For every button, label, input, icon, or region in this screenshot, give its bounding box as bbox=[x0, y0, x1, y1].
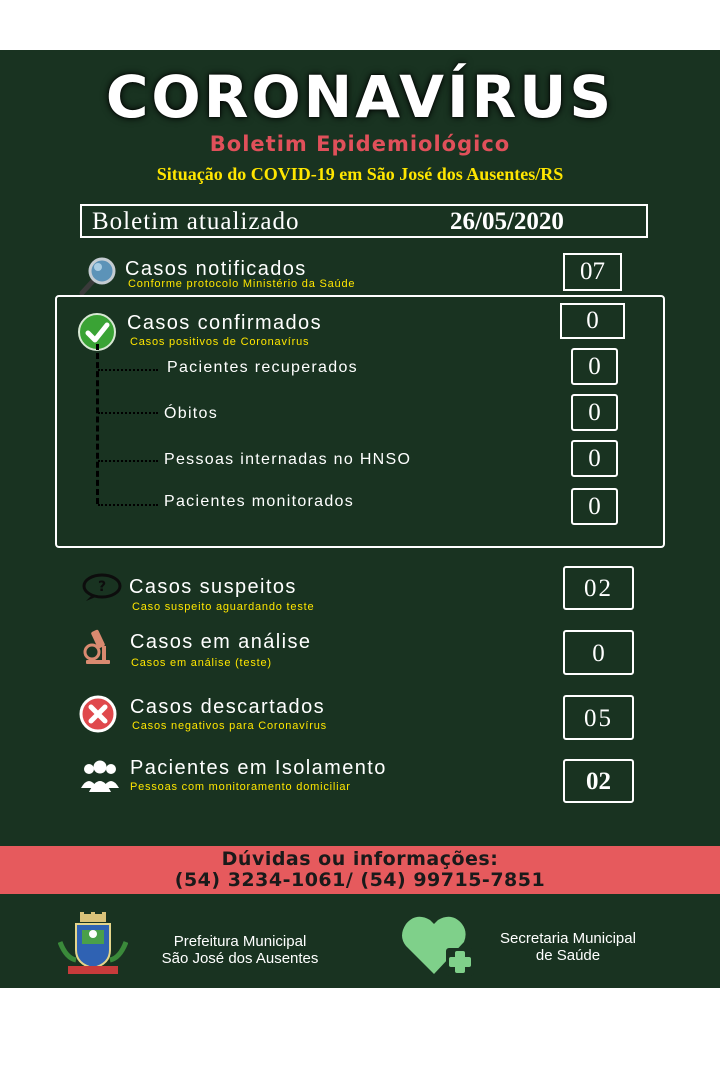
confirmados-value: 0 bbox=[560, 303, 625, 339]
question-bubble-icon bbox=[80, 572, 126, 602]
update-date: 26/05/2020 bbox=[450, 208, 564, 235]
tree-branch bbox=[98, 412, 158, 414]
bulletin-poster bbox=[0, 50, 720, 988]
isolamento-title: Pacientes em Isolamento bbox=[130, 757, 387, 779]
update-banner bbox=[80, 204, 648, 238]
internadas-label: Pessoas internadas no HNSO bbox=[164, 451, 412, 468]
descartados-value: 05 bbox=[563, 695, 634, 740]
microscope-icon bbox=[80, 626, 116, 666]
isolamento-value: 02 bbox=[563, 759, 634, 803]
confirmados-subtitle: Casos positivos de Coronavírus bbox=[130, 336, 310, 348]
notificados-title: Casos notificados bbox=[125, 258, 307, 280]
tree-branch bbox=[98, 369, 158, 371]
monitorados-label: Pacientes monitorados bbox=[164, 493, 355, 510]
secretaria-line2: de Saúde bbox=[535, 947, 601, 964]
recuperados-value: 0 bbox=[571, 348, 618, 385]
recuperados-label: Pacientes recuperados bbox=[167, 359, 358, 376]
analise-value: 0 bbox=[563, 630, 634, 675]
suspeitos-title: Casos suspeitos bbox=[129, 576, 297, 598]
obitos-label: Óbitos bbox=[164, 405, 219, 422]
magnifier-icon bbox=[78, 255, 120, 297]
notificados-value: 07 bbox=[563, 253, 622, 291]
update-label: Boletim atualizado bbox=[92, 208, 300, 235]
internadas-value: 0 bbox=[571, 440, 618, 477]
contact-phones: (54) 3234-1061/ (54) 99715-7851 bbox=[174, 869, 546, 891]
descartados-title: Casos descartados bbox=[130, 696, 326, 718]
page-subtitle: Boletim Epidemiológico bbox=[209, 132, 511, 156]
analise-subtitle: Casos em análise (teste) bbox=[131, 657, 272, 669]
heart-plus-icon bbox=[400, 912, 476, 980]
confirmados-title: Casos confirmados bbox=[127, 312, 322, 334]
tree-branch bbox=[98, 460, 158, 462]
x-circle-icon bbox=[78, 694, 118, 734]
people-group-icon bbox=[80, 758, 120, 794]
obitos-value: 0 bbox=[571, 394, 618, 431]
secretaria-line1: Secretaria Municipal bbox=[500, 930, 636, 947]
isolamento-subtitle: Pessoas com monitoramento domiciliar bbox=[130, 781, 351, 793]
tree-branch bbox=[98, 504, 158, 506]
contact-banner bbox=[0, 846, 720, 894]
prefeitura-line2: São José dos Ausentes bbox=[161, 950, 319, 967]
prefeitura-line1: Prefeitura Municipal bbox=[173, 933, 307, 950]
suspeitos-value: 02 bbox=[563, 566, 634, 610]
contact-heading: Dúvidas ou informações: bbox=[221, 848, 499, 870]
suspeitos-subtitle: Caso suspeito aguardando teste bbox=[132, 601, 315, 613]
analise-title: Casos em análise bbox=[130, 631, 312, 653]
monitorados-value: 0 bbox=[571, 488, 618, 525]
notificados-subtitle: Conforme protocolo Ministério da Saúde bbox=[128, 278, 356, 290]
svg-text:?: ? bbox=[97, 579, 107, 595]
page-title: CORONAVÍRUS bbox=[105, 63, 615, 131]
municipal-coat-of-arms-icon bbox=[58, 912, 128, 976]
situation-line: Situação do COVID-19 em São José dos Ausentes/RS bbox=[156, 164, 564, 184]
tree-connector bbox=[96, 344, 99, 504]
descartados-subtitle: Casos negativos para Coronavírus bbox=[132, 720, 327, 732]
